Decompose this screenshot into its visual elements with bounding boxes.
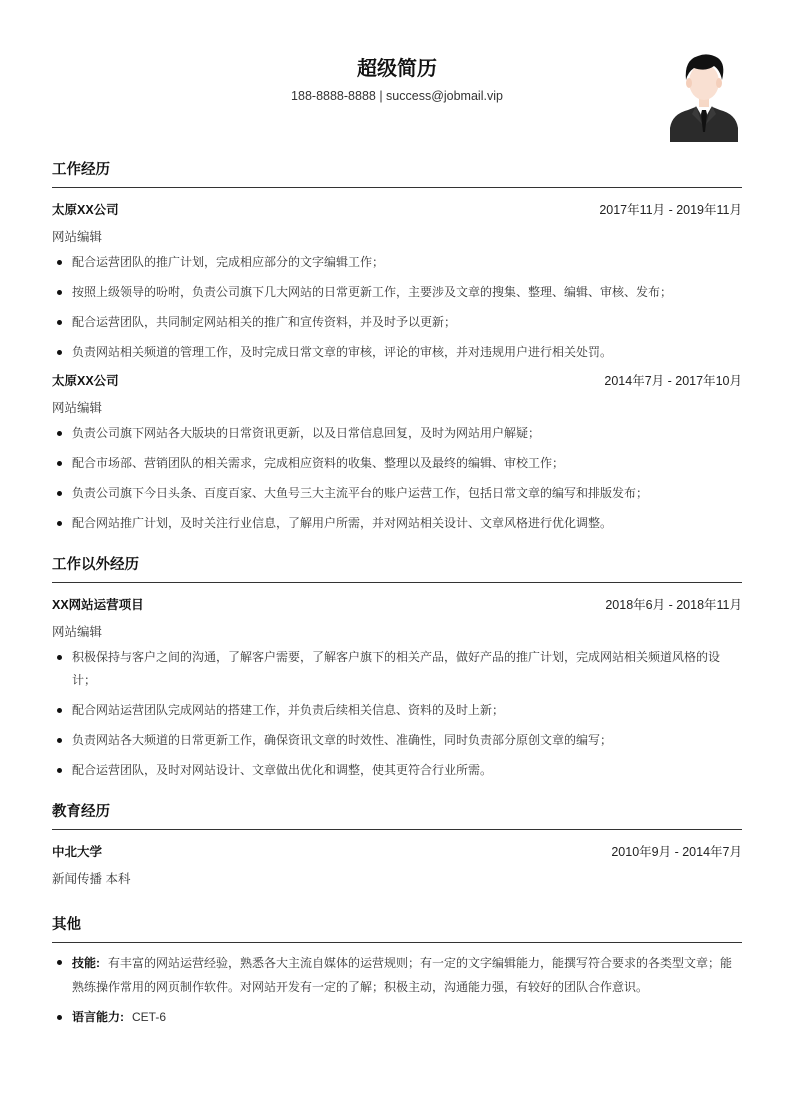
resume-name: 超级简历 — [357, 58, 437, 80]
project-name: XX网站运营项目 — [52, 598, 144, 612]
skills-label: 技能: — [72, 956, 100, 970]
list-item: 按照上级领导的吩咐，负责公司旗下几大网站的日常更新工作，主要涉及文章的搜集、整理、编辑、审核、发布； — [72, 281, 742, 304]
resume-header — [52, 0, 742, 150]
list-item: 负责公司旗下网站各大版块的日常资讯更新，以及日常信息回复，及时为网站用户解疑； — [72, 422, 742, 445]
language-label: 语言能力: — [72, 1010, 124, 1024]
job-role: 网站编辑 — [52, 401, 103, 415]
work-entry-1-items — [52, 251, 742, 364]
work-entry-2-items — [52, 422, 742, 535]
list-item: 积极保持与客户之间的沟通，了解客户需要，了解客户旗下的相关产品，做好产品的推广计划，完成网站相关频道风格的设计； — [72, 646, 742, 692]
work-entry-1-head — [52, 200, 742, 218]
extra-entry-1-items — [52, 646, 742, 782]
date-range: 2018年6月 - 2018年11月 — [605, 598, 742, 612]
avatar — [668, 48, 740, 142]
list-item: 配合市场部、营销团队的相关需求，完成相应资料的收集、整理以及最终的编辑、审校工作； — [72, 452, 742, 475]
list-item: 配合运营团队，及时对网站设计、文章做出优化和调整，使其更符合行业所需。 — [72, 759, 742, 782]
list-item: 负责公司旗下今日头条、百度百家、大鱼号三大主流平台的账户运营工作，包括日常文章的编写和排版发布； — [72, 482, 742, 505]
extra-entry-1-head — [52, 595, 742, 613]
company-name: 太原XX公司 — [52, 374, 119, 388]
contact-info: 188-8888-8888 | success@jobmail.vip — [291, 89, 503, 103]
section-title-work: 工作经历 — [52, 158, 742, 188]
education-entry-head — [52, 842, 742, 860]
job-role: 网站编辑 — [52, 625, 103, 639]
job-role: 网站编辑 — [52, 230, 103, 244]
major-degree: 新闻传播 本科 — [52, 872, 131, 886]
other-section — [52, 913, 742, 1029]
list-item: 负责网站相关频道的管理工作，及时完成日常文章的审核，评论的审核，并对违规用户进行相关处罚。 — [72, 341, 742, 364]
section-title-other: 其他 — [52, 913, 742, 943]
company-name: 太原XX公司 — [52, 203, 119, 217]
work-entry-2-head — [52, 371, 742, 389]
list-item: 配合运营团队，共同制定网站相关的推广和宣传资料，并及时予以更新； — [72, 311, 742, 334]
list-item: 配合网站运营团队完成网站的搭建工作，并负责后续相关信息、资料的及时上新； — [72, 699, 742, 722]
list-item: 负责网站各大频道的日常更新工作，确保资讯文章的时效性、准确性，同时负责部分原创文章的编写； — [72, 729, 742, 752]
list-item: 配合运营团队的推广计划，完成相应部分的文字编辑工作； — [72, 251, 742, 274]
skills-text: 有丰富的网站运营经验，熟悉各大主流自媒体的运营规则；有一定的文字编辑能力，能撰写符合要求的各类型文章；能熟练操作常用的网页制作软件。对网站开发有一定的了解；积极主动，沟通能力强，有较好的团队合作意识。 — [72, 956, 733, 994]
date-range: 2010年9月 - 2014年7月 — [611, 845, 742, 859]
list-item: 配合网站推广计划，及时关注行业信息，了解用户所需，并对网站相关设计、文章风格进行优化调整。 — [72, 512, 742, 535]
section-title-education: 教育经历 — [52, 800, 742, 830]
date-range: 2017年11月 - 2019年11月 — [599, 203, 742, 217]
other-items — [52, 951, 742, 1029]
date-range: 2014年7月 - 2017年10月 — [604, 374, 742, 388]
extra-section — [52, 553, 742, 782]
skills-item — [72, 951, 742, 999]
language-text: CET-6 — [132, 1010, 167, 1024]
education-section — [52, 800, 742, 887]
section-title-extra: 工作以外经历 — [52, 553, 742, 583]
resume-page — [52, 0, 742, 1029]
school-name: 中北大学 — [52, 845, 103, 859]
work-section — [52, 158, 742, 535]
language-item — [72, 1006, 742, 1029]
